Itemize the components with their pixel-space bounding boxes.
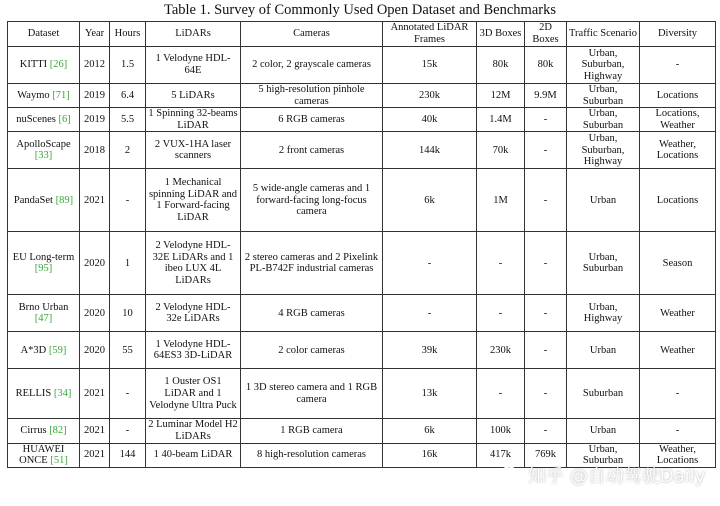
cell-traffic-scenario: Urban: [567, 419, 640, 443]
cell-2d-boxes: -: [525, 419, 567, 443]
cell-annotated-frames: -: [383, 232, 477, 295]
cell-cameras: 4 RGB cameras: [241, 295, 383, 332]
cell-annotated-frames: 40k: [383, 108, 477, 132]
dataset-name: A*3D: [20, 344, 47, 356]
cell-hours: 1: [110, 232, 146, 295]
cell-diversity: -: [640, 419, 716, 443]
table-row: [8, 369, 716, 419]
header-3d-boxes: 3D Boxes: [477, 22, 525, 47]
cell-diversity: Weather, Locations: [640, 443, 716, 467]
cell-lidars: 1 Velodyne HDL-64ES3 3D-LiDAR: [146, 332, 241, 369]
cell-cameras: 2 front cameras: [241, 132, 383, 169]
table-row: [8, 108, 716, 132]
table-caption: Table 1. Survey of Commonly Used Open Dataset and Benchmarks: [163, 2, 556, 18]
cell-diversity: Locations: [640, 169, 716, 232]
cell-hours: 10: [110, 295, 146, 332]
cell-year: 2020: [80, 232, 110, 295]
cell-traffic-scenario: Suburban: [567, 369, 640, 419]
cell-traffic-scenario: Urban, Suburban, Highway: [567, 132, 640, 169]
dataset-name: Brno Urban: [18, 301, 69, 313]
cell-diversity: Locations: [640, 84, 716, 108]
citation-link[interactable]: [47]: [34, 313, 53, 325]
cell-lidars: 2 Velodyne HDL-32e LiDARs: [146, 295, 241, 332]
cell-dataset: [8, 332, 80, 369]
dataset-name: Cirrus: [20, 425, 47, 437]
cell-traffic-scenario: Urban, Suburban: [567, 443, 640, 467]
cell-diversity: Weather: [640, 332, 716, 369]
cell-dataset: [8, 132, 80, 169]
cell-dataset: [8, 84, 80, 108]
table-row: [8, 332, 716, 369]
cell-diversity: Season: [640, 232, 716, 295]
cell-dataset: [8, 295, 80, 332]
cell-3d-boxes: 80k: [477, 47, 525, 84]
cell-cameras: 8 high-resolution cameras: [241, 443, 383, 467]
table-row: [8, 47, 716, 84]
cell-dataset: [8, 47, 80, 84]
cell-traffic-scenario: Urban, Highway: [567, 295, 640, 332]
cell-dataset: [8, 169, 80, 232]
cell-2d-boxes: -: [525, 369, 567, 419]
cell-2d-boxes: 769k: [525, 443, 567, 467]
cell-cameras: 2 color, 2 grayscale cameras: [241, 47, 383, 84]
cell-cameras: 5 wide-angle cameras and 1 forward-facing long-focus camera: [241, 169, 383, 232]
header-year: Year: [80, 22, 110, 47]
dataset-name: HUAWEI ONCE: [19, 443, 65, 467]
cell-2d-boxes: -: [525, 132, 567, 169]
cell-3d-boxes: 100k: [477, 419, 525, 443]
watermark-text: 知乎 @自动驾驶Daily: [528, 466, 706, 487]
cell-cameras: 1 RGB camera: [241, 419, 383, 443]
cell-traffic-scenario: Urban, Suburban: [567, 108, 640, 132]
header-dataset: Dataset: [8, 22, 80, 47]
cell-hours: -: [110, 169, 146, 232]
cell-lidars: 5 LiDARs: [146, 84, 241, 108]
survey-table: [7, 21, 716, 468]
table-row: [8, 169, 716, 232]
cell-lidars: 2 VUX-1HA laser scanners: [146, 132, 241, 169]
cell-lidars: 1 Spinning 32-beams LiDAR: [146, 108, 241, 132]
dataset-name: Waymo: [17, 89, 50, 101]
cell-3d-boxes: 1M: [477, 169, 525, 232]
cell-3d-boxes: -: [477, 232, 525, 295]
header-annotated-frames: Annotated LiDAR Frames: [383, 22, 477, 47]
cell-traffic-scenario: Urban: [567, 332, 640, 369]
cell-dataset: [8, 369, 80, 419]
cell-year: 2021: [80, 169, 110, 232]
cell-diversity: Locations, Weather: [640, 108, 716, 132]
table-row: [8, 295, 716, 332]
table-row: [8, 84, 716, 108]
cell-cameras: 5 high-resolution pinhole cameras: [241, 84, 383, 108]
cell-year: 2020: [80, 332, 110, 369]
cell-annotated-frames: 13k: [383, 369, 477, 419]
cell-year: 2020: [80, 295, 110, 332]
cell-year: 2018: [80, 132, 110, 169]
citation-link[interactable]: [51]: [50, 455, 68, 467]
cell-3d-boxes: 1.4M: [477, 108, 525, 132]
table-row: [8, 443, 716, 467]
cell-annotated-frames: 39k: [383, 332, 477, 369]
cell-annotated-frames: 6k: [383, 419, 477, 443]
cell-cameras: 6 RGB cameras: [241, 108, 383, 132]
citation-link[interactable]: [33]: [34, 150, 53, 162]
cell-annotated-frames: 230k: [383, 84, 477, 108]
cell-cameras: 1 3D stereo camera and 1 RGB camera: [241, 369, 383, 419]
cell-2d-boxes: -: [525, 108, 567, 132]
cell-annotated-frames: 16k: [383, 443, 477, 467]
cell-year: 2012: [80, 47, 110, 84]
cell-lidars: 2 Velodyne HDL-32E LiDARs and 1 ibeo LUX 4L LiDARs: [146, 232, 241, 295]
dataset-name: nuScenes: [16, 113, 56, 125]
cell-diversity: Weather: [640, 295, 716, 332]
citation-link[interactable]: [34]: [53, 388, 72, 400]
dataset-name: ApolloScape: [16, 138, 71, 150]
cell-annotated-frames: -: [383, 295, 477, 332]
cell-traffic-scenario: Urban: [567, 169, 640, 232]
cell-2d-boxes: -: [525, 332, 567, 369]
cell-hours: 6.4: [110, 84, 146, 108]
table-row: [8, 132, 716, 169]
cell-2d-boxes: -: [525, 295, 567, 332]
table-header-row: [8, 22, 716, 47]
cell-year: 2021: [80, 369, 110, 419]
cell-dataset: [8, 419, 80, 443]
cell-hours: 2: [110, 132, 146, 169]
cell-cameras: 2 color cameras: [241, 332, 383, 369]
cell-diversity: Weather, Locations: [640, 132, 716, 169]
dataset-name: PandaSet: [13, 194, 53, 206]
cell-hours: 55: [110, 332, 146, 369]
cell-hours: -: [110, 369, 146, 419]
cell-year: 2021: [80, 443, 110, 467]
cell-annotated-frames: 6k: [383, 169, 477, 232]
cell-traffic-scenario: Urban, Suburban: [567, 232, 640, 295]
citation-link[interactable]: [82]: [49, 425, 67, 437]
header-diversity: Diversity: [640, 22, 716, 47]
cell-lidars: 2 Luminar Model H2 LiDARs: [146, 419, 241, 443]
cell-3d-boxes: 417k: [477, 443, 525, 467]
cell-annotated-frames: 15k: [383, 47, 477, 84]
table-row: [8, 232, 716, 295]
dataset-name: RELLIS: [15, 388, 52, 400]
cell-year: 2021: [80, 419, 110, 443]
cell-lidars: 1 Velodyne HDL-64E: [146, 47, 241, 84]
cell-hours: 5.5: [110, 108, 146, 132]
cell-year: 2019: [80, 84, 110, 108]
table-row: [8, 419, 716, 443]
cell-annotated-frames: 144k: [383, 132, 477, 169]
cell-dataset: [8, 108, 80, 132]
cell-3d-boxes: 12M: [477, 84, 525, 108]
cell-3d-boxes: 70k: [477, 132, 525, 169]
cell-diversity: -: [640, 47, 716, 84]
cell-2d-boxes: 80k: [525, 47, 567, 84]
cell-2d-boxes: -: [525, 232, 567, 295]
citation-link[interactable]: [59]: [48, 344, 67, 356]
cell-hours: 1.5: [110, 47, 146, 84]
cell-year: 2019: [80, 108, 110, 132]
header-traffic-scenario: Traffic Scenario: [567, 22, 640, 47]
citation-link[interactable]: [6]: [58, 113, 71, 125]
header-cameras: Cameras: [241, 22, 383, 47]
header-lidars: LiDARs: [146, 22, 241, 47]
citation-link[interactable]: [71]: [52, 89, 70, 101]
cell-3d-boxes: -: [477, 295, 525, 332]
cell-traffic-scenario: Urban, Suburban, Highway: [567, 47, 640, 84]
cell-lidars: 1 Mechanical spinning LiDAR and 1 Forward-facing LiDAR: [146, 169, 241, 232]
cell-3d-boxes: 230k: [477, 332, 525, 369]
cell-3d-boxes: -: [477, 369, 525, 419]
citation-link[interactable]: [89]: [55, 194, 74, 206]
cell-dataset: [8, 232, 80, 295]
cell-2d-boxes: -: [525, 169, 567, 232]
cell-cameras: 2 stereo cameras and 2 Pixelink PL-B742F industrial cameras: [241, 232, 383, 295]
cell-diversity: -: [640, 369, 716, 419]
cell-hours: 144: [110, 443, 146, 467]
cell-hours: -: [110, 419, 146, 443]
cell-lidars: 1 Ouster OS1 LiDAR and 1 Velodyne Ultra Puck: [146, 369, 241, 419]
cell-traffic-scenario: Urban, Suburban: [567, 84, 640, 108]
dataset-name: KITTI: [19, 59, 48, 71]
cell-2d-boxes: 9.9M: [525, 84, 567, 108]
header-2d-boxes: 2D Boxes: [525, 22, 567, 47]
cell-dataset: [8, 443, 80, 467]
cell-lidars: 1 40-beam LiDAR: [146, 443, 241, 467]
header-hours: Hours: [110, 22, 146, 47]
dataset-name: EU Long-term: [12, 251, 75, 263]
citation-link[interactable]: [95]: [34, 263, 53, 275]
citation-link[interactable]: [26]: [49, 59, 68, 71]
